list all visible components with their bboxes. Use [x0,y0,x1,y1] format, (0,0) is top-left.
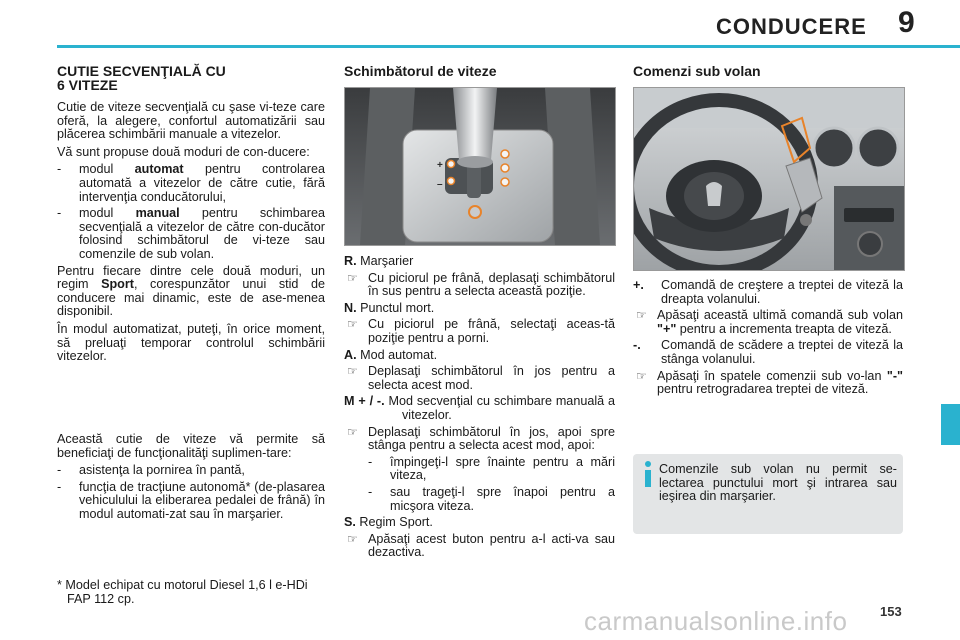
position-desc: Regim Sport. [355,515,433,530]
steering-wheel-photo [633,87,905,271]
instruction-text: Deplasaţi schimbătorul în jos, apoi spre stânga pentru a selecta acest mod, apoi: [368,424,615,453]
section-title-line1: CUTIE SECVENŢIALĂ CU [57,63,226,79]
info-icon [641,460,655,488]
footnote [57,579,325,606]
list-item-text: modul [79,206,136,221]
section-title-line2: 6 VITEZE [57,77,118,93]
paragraph-intro: Cutie de viteze secvenţială cu şase vi-teze care oferă, la alegere, confortul automatizării sau plăcerea schimbării manuale a vitezelor. [57,100,325,142]
position-n-marker [501,164,509,172]
pointing-hand-icon: ☞ [347,364,358,379]
instruction-item [344,365,615,392]
paragraph-automated: În modul automatizat, puteţi, în orice moment, să preluaţi temporar controlul schimbării vitezelor. [57,321,325,364]
chapter-number: 9 [898,6,915,39]
position-desc: Mod automat. [356,347,438,362]
gear-selector-title: Schimbătorul de viteze [344,63,497,79]
page-number: 153 [880,604,902,619]
pointing-hand-icon: ☞ [636,368,647,383]
paragraph-features: Această cutie de viteze vă permite să beneficiaţi de funcţionalităţi suplimen-tare: [57,432,325,460]
position-label: M + / -. [344,394,385,409]
info-text: Comenzile sub volan nu permit se-lectarea punctului mort şi intrarea sau ieşirea din marşarier. [659,462,897,504]
text: , corespunzător unui stid de conducere mai dinamic, este de ase-menea disponibil. [57,277,325,319]
list-item-bold: automat [134,162,184,177]
text: Pentru fiecare dintre cele două moduri, un regim [57,263,325,292]
list-item-text: pentru schimbarea secvenţială a vitezelor de către con-ducător folosind schimbătorul de vi-teze sau comenzile de sub volan. [79,206,325,261]
instruction-item [344,272,615,299]
instruction-text: Apăsaţi acest buton pentru a-l acti-va sau dezactiva. [368,531,615,560]
instruction-item [344,426,615,453]
instruction-text: Apăsaţi această ultimă comandă sub volan [657,308,903,323]
list-item-text: asistenţa la pornirea în pantă, [79,463,245,478]
minus-mark: – [437,179,443,190]
sport-button-marker [469,206,481,218]
list-item: - modul manual pentru schimbarea secvenţială a vitezelor de către con-ducător folosind schimbătorul de vi-teze sau comenzile de sub volan. [57,206,325,261]
control-desc: Comandă de scădere a treptei de viteză la stânga volanului. [661,338,903,366]
chapter-side-tab [941,404,960,445]
footnote-text: * Model echipat cu motorul Diesel 1,6 l e-HDi FAP 112 cp. [57,578,308,606]
section-title [57,64,325,92]
position-label: S. [344,515,356,530]
instruction-bold: "-" [886,368,903,383]
gear-selector-illustration [345,88,615,245]
position-a-marker [501,178,509,186]
list-item: - funcţia de tracţiune autonomă* (de-plasarea vehiculului la eliberarea pedalei de frână) în modul automati-zat sau în marşarier. [57,479,325,521]
instruction-text: Apăsaţi în spatele comenzii sub vo-lan [657,368,887,383]
instruction-text: Cu piciorul pe frână, deplasaţi schimbătorul în sus pentru a selecta această poziţie. [368,270,615,299]
list-item-text: funcţia de tracţiune autonomă* (de-plasarea vehiculului la eliberarea pedalei de frână) în modul automati-zat sau în marşarier. [79,479,325,521]
control-desc: Comandă de creştere a treptei de viteză la dreapta volanului. [661,278,903,306]
middle-column [344,255,615,563]
position-desc: Punctul mort. [356,300,435,315]
pointing-hand-icon: ☞ [347,270,358,285]
paragraph-modes: Vă sunt propuse două moduri de con-ducere: [57,144,310,159]
instruction-text: pentru retrogradarea treptei de viteză. [657,382,869,397]
chapter-title: CONDUCERE [716,14,867,39]
instruction-item [344,318,615,345]
instruction-text: pentru a incrementa treapta de viteză. [676,321,892,336]
position-desc: Mod secvenţial cu schimbare manuală a vitezelor. [384,394,615,422]
position-n [344,302,615,316]
sub-instruction-text: sau trageţi-l spre înapoi pentru a micşora viteza. [390,484,615,513]
sub-instruction-text: împingeţi-l spre înainte pentru a mări viteza, [390,454,615,483]
instruction-item [344,533,615,560]
steering-wheel-illustration [634,88,904,270]
position-plus-marker [448,161,455,168]
position-label: N. [344,300,357,315]
instruction-text: Deplasaţi schimbătorul în jos pentru a selecta acest mod. [368,364,615,392]
list-item-text: modul [79,162,135,177]
position-r-marker [501,150,509,158]
pointing-hand-icon: ☞ [347,317,358,332]
control-symbol: -. [633,338,641,353]
position-m [344,395,615,422]
minus-control-item [633,339,903,366]
instruction-text: Cu piciorul pe frână, selectaţi aceas-tă poziţie pentru a porni. [368,317,615,345]
gear-selector-photo [344,87,616,246]
info-box [633,454,903,534]
position-a [344,349,615,363]
control-symbol: +. [633,278,644,292]
list-item-text: pentru controlarea automată a vitezelor de către cutie, fără intervenţia conducătorului, [79,162,325,204]
position-r [344,255,615,269]
header-divider [57,45,960,48]
position-minus-marker [448,178,455,185]
instruction-bold: "+" [657,321,677,336]
watermark: carmanualsonline.info [584,606,848,636]
list-item: - modul automat pentru controlarea automată a vitezelor de către cutie, fără intervenţia conducătorului, [57,162,325,204]
instruction-item [633,370,903,397]
position-label: A. [344,347,357,362]
left-column [57,64,325,368]
sub-instruction-item: - sau trageţi-l spre înapoi pentru a micşora viteza. [368,484,615,513]
paragraph-sport [57,265,325,319]
list-item-bold: manual [135,206,180,221]
pointing-hand-icon: ☞ [636,308,647,323]
pointing-hand-icon: ☞ [347,424,358,439]
pointing-hand-icon: ☞ [347,531,358,546]
position-s [344,516,615,530]
plus-control-item [633,279,903,306]
list-item: - asistenţa la pornirea în pantă, [57,463,245,478]
sub-instruction-item: - împingeţi-l spre înainte pentru a mări viteza, [368,454,615,483]
steering-controls-title: Comenzi sub volan [633,63,761,79]
left-column-lower [57,433,325,525]
plus-mark: + [437,160,443,171]
position-desc: Marşarier [356,254,414,268]
instruction-item [633,309,903,336]
position-label: R. [344,254,357,268]
right-column [633,279,903,400]
text-bold: Sport [101,277,134,292]
